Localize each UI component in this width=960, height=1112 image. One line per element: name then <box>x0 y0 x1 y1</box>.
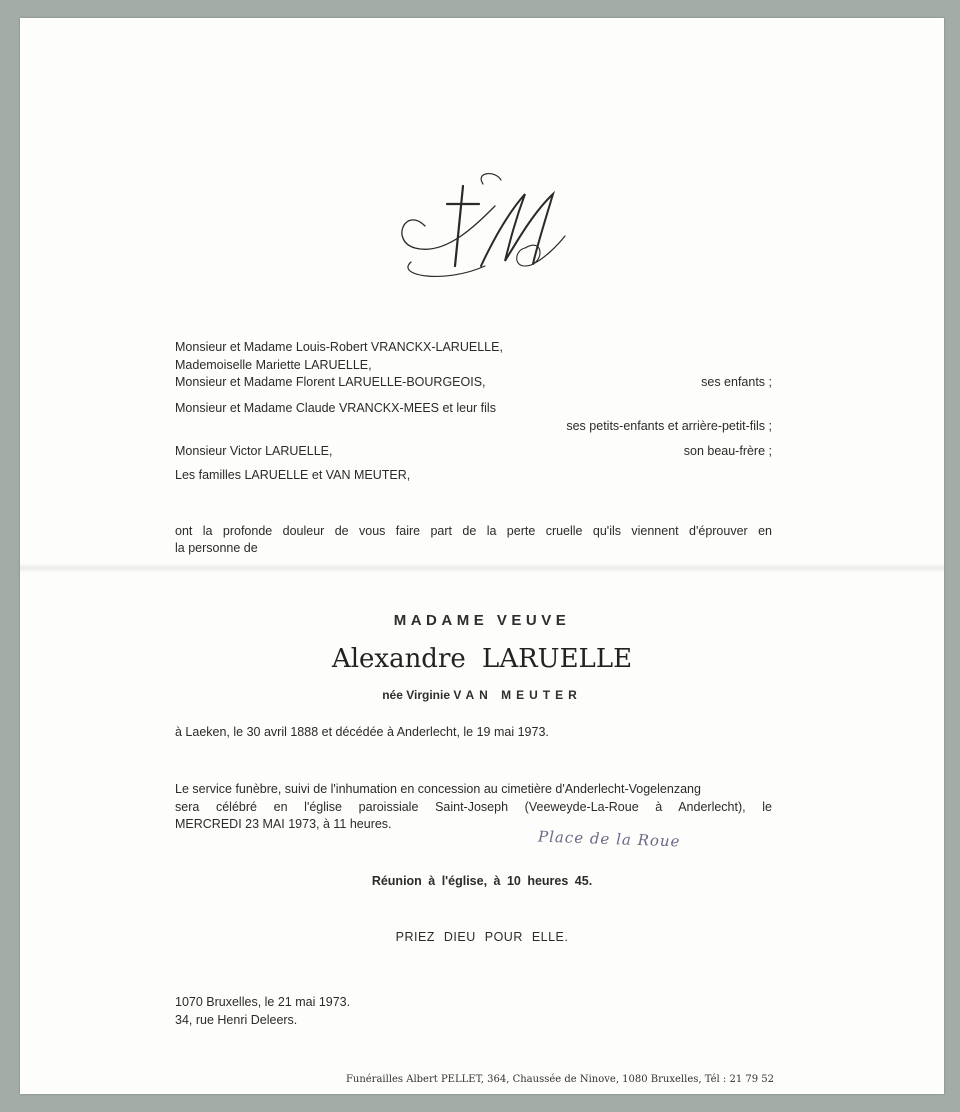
paper-fold <box>20 563 944 573</box>
relation-children: ses enfants ; <box>701 375 772 389</box>
cross-monogram-emblem <box>385 166 570 284</box>
deceased-last-name: LARUELLE <box>482 644 633 674</box>
address-street: 34, rue Henri Deleers. <box>175 1013 298 1027</box>
family-line-4: Monsieur et Madame Claude VRANCKX-MEES et leur fils <box>175 401 496 415</box>
funeral-notice-card <box>20 18 944 1094</box>
maiden-name: VAN MEUTER <box>453 688 582 702</box>
maiden-name-line <box>20 688 944 702</box>
service-line-1: Le service funèbre, suivi de l'inhumation en concession au cimetière d'Anderlecht-Vogelenzang <box>175 782 701 796</box>
family-line-2: Mademoiselle Mariette LARUELLE, <box>175 358 372 372</box>
birth-death-dates: à Laeken, le 30 avril 1888 et décédée à Anderlecht, le 19 mai 1973. <box>175 725 549 739</box>
relation-brother-in-law: son beau-frère ; <box>683 444 772 458</box>
deceased-first-name: Alexandre <box>331 644 466 674</box>
deceased-name <box>20 644 944 674</box>
service-line-3: MERCREDI 23 MAI 1973, à 11 heures. <box>175 817 392 831</box>
deceased-title: MADAME VEUVE <box>393 612 571 629</box>
footer-undertaker: Funérailles Albert PELLET, 364, Chaussée de Ninove, 1080 Bruxelles, Tél : 21 79 52 <box>345 1074 774 1085</box>
relation-grandchildren: ses petits-enfants et arrière-petit-fils ; <box>566 419 772 433</box>
family-line-3: Monsieur et Madame Florent LARUELLE-BOURGEOIS, <box>175 375 486 389</box>
reunion-line: Réunion à l'église, à 10 heures 45. <box>371 874 593 888</box>
family-line-5: Monsieur Victor LARUELLE, <box>175 444 333 458</box>
announcement-line-1: ont la profonde douleur de vous faire part de la perte cruelle qu'ils viennent d'éprouver en <box>175 524 772 538</box>
address-date-line: 1070 Bruxelles, le 21 mai 1973. <box>175 995 351 1009</box>
family-line-1: Monsieur et Madame Louis-Robert VRANCKX-LARUELLE, <box>175 340 503 354</box>
family-line-6: Les familles LARUELLE et VAN MEUTER, <box>175 468 411 482</box>
nee-prefix: née Virginie <box>382 688 450 702</box>
service-line-2: sera célébré en l'église paroissiale Saint-Joseph (Veeweyde-La-Roue à Anderlecht), le <box>175 800 772 814</box>
announcement-line-2: la personne de <box>175 541 258 555</box>
handwritten-note: Place de la Roue <box>537 827 681 851</box>
prayer-line: PRIEZ DIEU POUR ELLE. <box>395 930 569 944</box>
